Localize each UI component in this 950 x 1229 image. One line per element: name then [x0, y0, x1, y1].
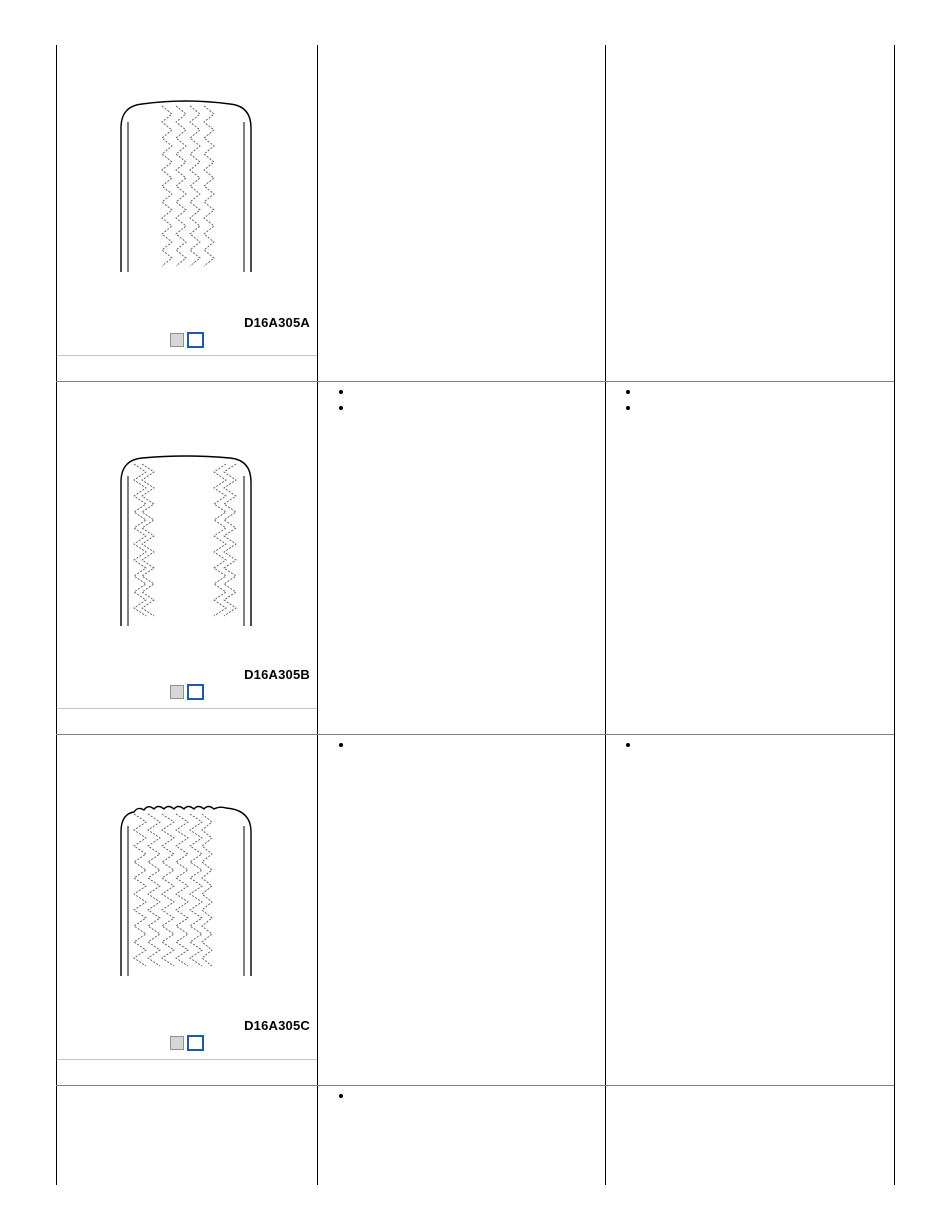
open-image-icon[interactable]: [187, 332, 204, 348]
tire-wear-diagram-center: [116, 98, 256, 278]
figure-code: D16A305C: [244, 1018, 310, 1033]
list-item-bullet: [339, 390, 343, 394]
zoom-icon[interactable]: [170, 685, 184, 699]
figure-code: D16A305A: [244, 315, 310, 330]
row-divider-3: [56, 1085, 894, 1086]
open-image-icon[interactable]: [187, 1035, 204, 1051]
column-divider-2: [605, 45, 606, 1185]
figure-caption-divider: [57, 1059, 317, 1060]
list-item-bullet: [626, 743, 630, 747]
table-border-right: [894, 45, 895, 1185]
figure-code: D16A305B: [244, 667, 310, 682]
figure-caption-divider: [57, 708, 317, 709]
tire-wear-diagram-one-side: [116, 802, 256, 982]
zoom-icon[interactable]: [170, 333, 184, 347]
list-item-bullet: [339, 1094, 343, 1098]
tire-wear-diagram-edges: [116, 452, 256, 632]
list-item-bullet: [339, 406, 343, 410]
list-item-bullet: [626, 406, 630, 410]
figure-caption-divider: [57, 355, 317, 356]
list-item-bullet: [339, 743, 343, 747]
open-image-icon[interactable]: [187, 684, 204, 700]
row-divider-2: [56, 734, 894, 735]
row-divider-1: [56, 381, 894, 382]
column-divider-1: [317, 45, 318, 1185]
zoom-icon[interactable]: [170, 1036, 184, 1050]
table-border-left: [56, 45, 57, 1185]
list-item-bullet: [626, 390, 630, 394]
